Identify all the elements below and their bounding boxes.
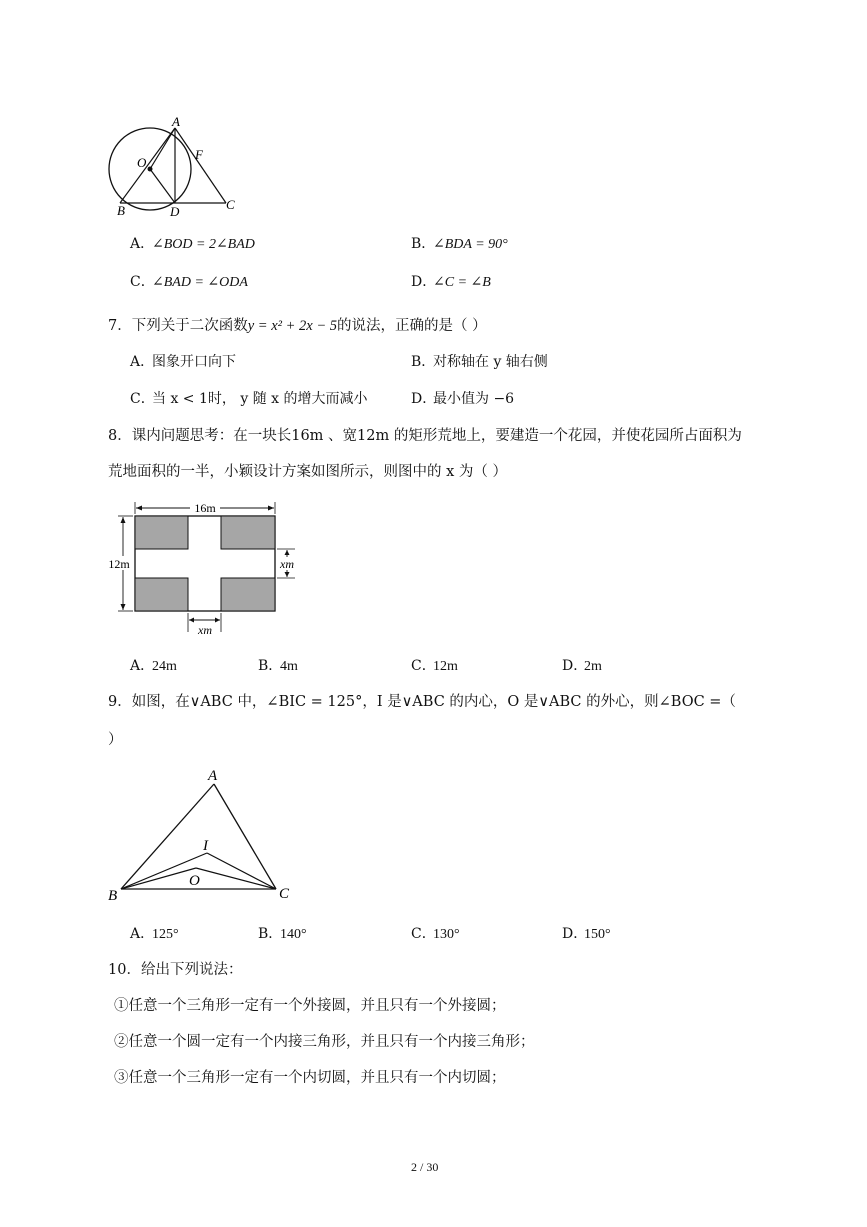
q6-label-b: B xyxy=(117,203,125,218)
q6-figure xyxy=(100,112,250,222)
q7-stem xyxy=(108,316,487,336)
q10-item-2: ②任意一个圆一定有一个内接三角形，并且只有一个内接三角形； xyxy=(114,1034,535,1050)
option-text: 最小值为 −6 xyxy=(433,391,515,407)
option-text: 24m xyxy=(152,659,177,674)
q6-option-d xyxy=(411,272,491,293)
option-label: B． xyxy=(411,354,436,370)
q7-suffix: 的说法，正确的是（ ） xyxy=(337,318,487,334)
q6-option-b xyxy=(411,234,508,255)
option-label: D． xyxy=(562,658,588,674)
q10-item-1: ①任意一个三角形一定有一个外接圆，并且只有一个外接圆； xyxy=(114,998,506,1014)
q6-option-a xyxy=(130,234,255,255)
option-text: ∠BAD = ∠ODA xyxy=(152,275,248,290)
q7-option-d xyxy=(411,389,514,409)
option-label: C． xyxy=(411,658,436,674)
q9-label-c: C xyxy=(279,886,290,902)
q7-formula: y = x² + 2x − 5 xyxy=(247,318,337,334)
q9-stem-line1: 9．如图，在∨ABC 中，∠BIC = 125°，I 是∨ABC 的内心，O 是∨ABC 的外心，则∠BOC =（ xyxy=(108,694,736,710)
option-text: 12m xyxy=(433,659,458,674)
q8-plot-top-right xyxy=(221,516,275,549)
q8-bottom-label: xm xyxy=(198,623,212,637)
option-text: ∠BOD = 2∠BAD xyxy=(152,237,255,252)
option-text: ∠BDA = 90° xyxy=(433,237,508,252)
q8-option-d xyxy=(562,656,602,677)
q6-label-o: O xyxy=(137,155,147,170)
q9-figure xyxy=(100,762,310,910)
q8-top-label: 16m xyxy=(194,501,216,515)
option-label: B． xyxy=(411,236,436,252)
q8-stem-line2: 荒地面积的一半，小颖设计方案如图所示，则图中的 x 为（ ） xyxy=(108,464,508,480)
q8-option-a xyxy=(130,656,177,677)
q10-item-3: ③任意一个三角形一定有一个内切圆，并且只有一个内切圆； xyxy=(114,1070,506,1086)
option-label: A． xyxy=(130,354,155,370)
q9-label-b: B xyxy=(108,888,118,904)
option-label: C． xyxy=(130,274,155,290)
option-label: C． xyxy=(411,926,436,942)
option-text: 130° xyxy=(433,927,460,942)
q6-line-ac xyxy=(175,128,226,203)
option-text: 2m xyxy=(584,659,602,674)
q9-label-i: I xyxy=(203,838,208,854)
option-label: C． xyxy=(130,391,155,407)
q8-right-label: xm xyxy=(280,557,294,571)
q9-option-a xyxy=(130,924,179,945)
q7-option-a xyxy=(130,352,236,372)
q6-center-dot xyxy=(148,167,153,172)
q9-label-a: A xyxy=(208,768,218,784)
option-label: B． xyxy=(258,658,283,674)
q9-line-bo xyxy=(121,868,196,889)
q6-option-c xyxy=(130,272,248,293)
q9-label-o: O xyxy=(189,873,200,889)
option-text: 4m xyxy=(280,659,298,674)
q6-label-a: A xyxy=(172,114,180,129)
option-label: B． xyxy=(258,926,283,942)
q8-stem-line1: 8．课内问题思考：在一块长16m 、宽12m 的矩形荒地上，要建造一个花园，并使花园所占面积为 xyxy=(108,428,742,444)
q9-stem-line2: ） xyxy=(108,732,123,748)
q7-prefix: 7．下列关于二次函数 xyxy=(108,318,248,334)
page-number: 2 / 30 xyxy=(411,1160,439,1174)
option-label: A． xyxy=(130,658,155,674)
q8-option-b xyxy=(258,656,298,677)
q8-option-c xyxy=(411,656,458,677)
q6-label-f: F xyxy=(195,147,203,162)
q7-option-b xyxy=(411,352,548,372)
q8-plot-bottom-right xyxy=(221,578,275,611)
q7-option-c xyxy=(130,389,368,409)
option-label: D． xyxy=(411,274,437,290)
q9-side-ab xyxy=(121,784,214,889)
option-text: 150° xyxy=(584,927,611,942)
option-text: 125° xyxy=(152,927,179,942)
option-label: A． xyxy=(130,236,155,252)
q6-label-c: C xyxy=(226,197,235,212)
q8-figure xyxy=(100,494,310,639)
q8-plot-bottom-left xyxy=(135,578,188,611)
option-text: ∠C = ∠B xyxy=(433,275,491,290)
option-text: 140° xyxy=(280,927,307,942)
option-label: D． xyxy=(411,391,437,407)
q6-label-d: D xyxy=(170,204,180,219)
option-text: 对称轴在 y 轴右侧 xyxy=(433,354,548,370)
option-label: D． xyxy=(562,926,588,942)
q8-left-label: 12m xyxy=(108,557,130,571)
option-text: 图象开口向下 xyxy=(152,354,236,370)
q9-option-d xyxy=(562,924,611,945)
q8-plot-top-left xyxy=(135,516,188,549)
q6-line-od xyxy=(150,169,175,203)
q9-line-co xyxy=(196,868,276,889)
q6-line-oa xyxy=(150,128,175,169)
option-text: 当 x < 1时， y 随 x 的增大而减小 xyxy=(152,391,368,407)
option-label: A． xyxy=(130,926,155,942)
q9-option-b xyxy=(258,924,307,945)
q9-option-c xyxy=(411,924,460,945)
q10-title: 10．给出下列说法： xyxy=(108,962,243,978)
